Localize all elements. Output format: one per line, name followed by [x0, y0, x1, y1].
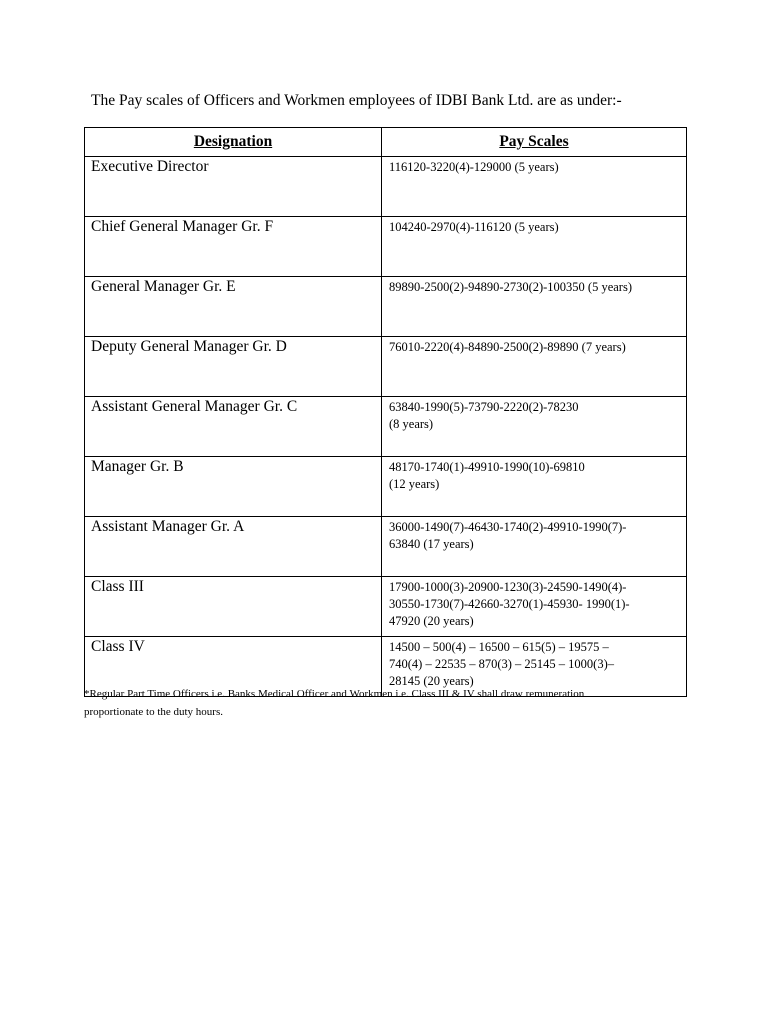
designation-cell: Class III [85, 577, 382, 637]
pay-scale-line: (12 years) [389, 477, 440, 491]
table-row [85, 277, 687, 337]
pay-scale-line: 36000-1490(7)-46430-1740(2)-49910-1990(7)- [389, 520, 627, 534]
pay-scale-cell [382, 217, 687, 277]
pay-scale-cell [382, 397, 687, 457]
pay-scale-line: 47920 (20 years) [389, 614, 474, 628]
footnote-line: proportionate to the duty hours. [84, 706, 224, 718]
pay-scale-line: 48170-1740(1)-49910-1990(10)-69810 [389, 460, 585, 474]
pay-scales-header: Pay Scales [382, 128, 687, 157]
designation-header: Designation [85, 128, 382, 157]
pay-scale-line: 76010-2220(4)-84890-2500(2)-89890 (7 years) [389, 340, 626, 354]
designation-cell: Manager Gr. B [85, 457, 382, 517]
pay-scale-line: 17900-1000(3)-20900-1230(3)-24590-1490(4)- [389, 580, 627, 594]
table-row [85, 397, 687, 457]
pay-scale-line: 28145 (20 years) [389, 674, 474, 688]
designation-cell: Chief General Manager Gr. F [85, 217, 382, 277]
intro-text: The Pay scales of Officers and Workmen employees of IDBI Bank Ltd. are as under:- [91, 92, 622, 109]
pay-scale-line: 14500 – 500(4) – 16500 – 615(5) – 19575 – [389, 640, 609, 654]
pay-scale-line: 740(4) – 22535 – 870(3) – 25145 – 1000(3)– [389, 657, 614, 671]
pay-scale-cell [382, 457, 687, 517]
pay-scale-line: 63840 (17 years) [389, 537, 474, 551]
pay-scale-line: 63840-1990(5)-73790-2220(2)-78230 [389, 400, 579, 414]
pay-scale-cell [382, 157, 687, 217]
pay-scale-cell [382, 577, 687, 637]
table-row [85, 577, 687, 637]
pay-scale-cell [382, 517, 687, 577]
table-header-row [85, 128, 687, 157]
pay-scale-line: 104240-2970(4)-116120 (5 years) [389, 220, 559, 234]
table-row [85, 157, 687, 217]
footnote [84, 685, 684, 721]
designation-cell: General Manager Gr. E [85, 277, 382, 337]
pay-scale-cell [382, 277, 687, 337]
table-row [85, 217, 687, 277]
designation-cell: Deputy General Manager Gr. D [85, 337, 382, 397]
pay-scale-cell [382, 337, 687, 397]
footnote-line: *Regular Part Time Officers i.e. Banks Medical Officer and Workmen i.e. Class III & IV shall draw remuneration [84, 688, 585, 700]
table-row [85, 337, 687, 397]
table-row [85, 517, 687, 577]
table-row [85, 457, 687, 517]
designation-cell: Assistant General Manager Gr. C [85, 397, 382, 457]
designation-cell: Assistant Manager Gr. A [85, 517, 382, 577]
pay-scales-table [84, 127, 687, 697]
designation-cell: Executive Director [85, 157, 382, 217]
pay-scale-line: 89890-2500(2)-94890-2730(2)-100350 (5 years) [389, 280, 632, 294]
designation-cell: Class IV [85, 637, 382, 697]
pay-scale-line: 116120-3220(4)-129000 (5 years) [389, 160, 559, 174]
pay-scale-line: (8 years) [389, 417, 434, 431]
pay-scale-line: 30550-1730(7)-42660-3270(1)-45930- 1990(1)- [389, 597, 630, 611]
